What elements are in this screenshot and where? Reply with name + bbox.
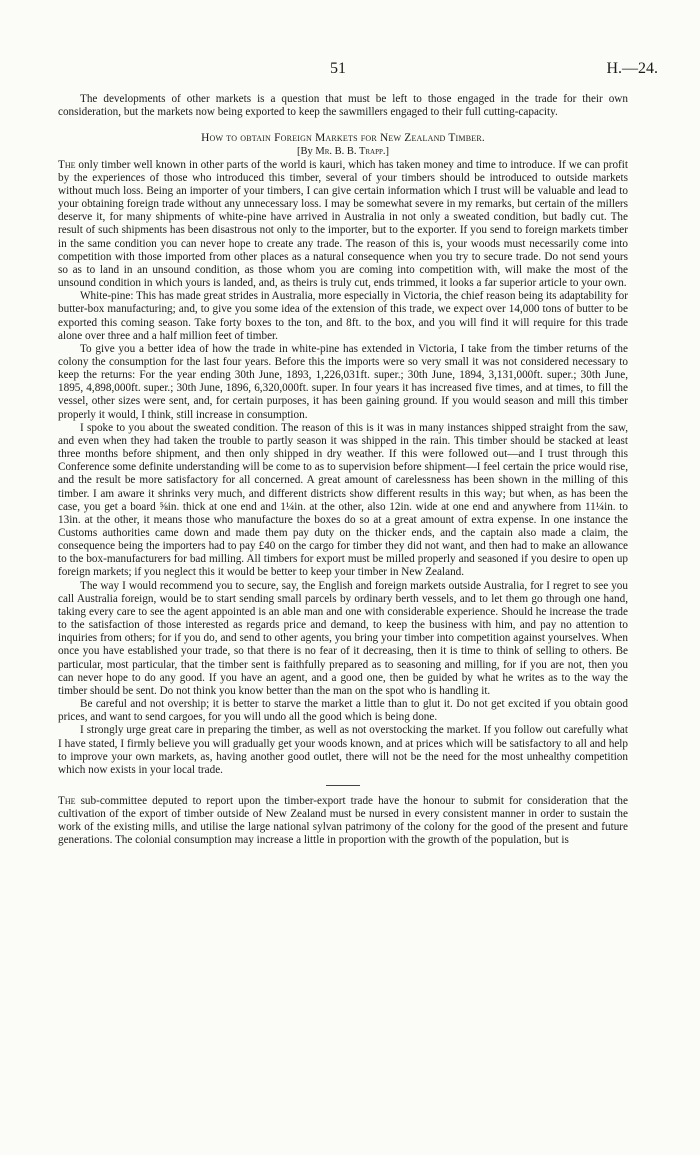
- intro-paragraph: The developments of other markets is a question that must be left to those engaged in the trade for their own consideration, but the markets now being exported to keep the sawmillers engaged to their full cutting-capacity.: [58, 93, 628, 119]
- byline-suffix: .]: [382, 146, 389, 158]
- article-paragraph-5: The way I would recommend you to secure, say, the English and foreign markets outside Australia, for I regret to see you call Australia foreign, would be to start sending small parcels by ordinary berth vessels, and to let them go through one hand, taking every care to see the agent appointed is an able man and one with considerable experience. Should he increase the trade to the satisfaction of those interested as regards price and demand, to keep the business with him, and pay no attention to inquiries from others; for if you do, and send to other agents, you bring your timber into competition against yourselves. When once you have established your trade, so that there is no fear of it decreasing, then it is time to think of selling to others. Be particular, most particular, that the timber sent is faithfully prepared as to seasoning and milling, for if you are not, then you can never hope to do any good. If you have an agent, and a good one, then be guided by what he writes as to the way the timber should be sent. Do not think you know better than the man on the spot who is handling it.: [58, 579, 628, 697]
- paragraph-lead-word: The: [58, 794, 76, 807]
- paragraph-lead-word: The: [58, 158, 76, 171]
- section-divider: [326, 785, 360, 786]
- article-paragraph-2: White-pine: This has made great strides in Australia, more especially in Victoria, the chief reason being its adaptability for butter-box manufacturing; and, to give you some idea of the extension of this trade, we expect over 14,000 tons of butter to be exported this coming season. Take forty boxes to the ton, and 8ft. to the box, and you will find it will require for this trade alone over three and a half million feet of timber.: [58, 290, 628, 342]
- article-paragraph-3: To give you a better idea of how the trade in white-pine has extended in Victoria, I take from the timber returns of the colony the consumption for the last four years. Before this the imports were so very small it was not considered necessary to keep the returns: For the year ending 30th June, 1893, 1,226,031ft. super.; 30th June, 1894, 3,131,000ft. super.; 30th June, 1895, 4,898,000ft. super.; 30th June, 1896, 6,320,000ft. super. In four years it has increased five times, and at times, to fill the vessel, other sizes were sent, and, for certain purposes, it has been gaining ground. If you would season and mill this timber properly it would, I think, still increase in consumption.: [58, 342, 628, 421]
- paragraph-text: only timber well known in other parts of the world is kauri, which has taken money and time to introduce. If we can profit by the experiences of those who introduced this timber, several of your timbers should be introduced to outside markets without much loss. Being an importer of your timbers, I can give certain information which I trust will be valuable and lead to your obtaining foreign trade without any unnecessary loss. I may be somewhat severe in my remarks, but certain of the millers deserve it, for many shipments of white-pine have arrived in Australia in not only a sweated condition, but badly cut. The result of such shipments has been disastrous not only to the importer, but to the exporter. If you send to foreign markets timber in the same condition you can never hope to create any trade. The reason of this is, your woods must necessarily come into competition with those imported from other places as a natural consequence when you try to secure trade. Do not send yours so as to land in an unsound condition, as those whom you are coming into competition with, will make the most of the unsound condition in which yours is landed, and, as theirs is truly cut, ends trimmed, it looks a far superior article to your own.: [58, 158, 628, 290]
- spacer: [58, 119, 628, 132]
- body-text: [58, 93, 628, 848]
- article-paragraph-7: I strongly urge great care in preparing the timber, as well as not overstocking the market. If you follow out carefully what I have stated, I firmly believe you will gradually get your woods known, and at prices which will be satisfactory to all and help to improve your own markets, as, having another good outlet, there will not be the need for the most unhealthy competition which now exists in your local trade.: [58, 724, 628, 776]
- page-reference: H.—24.: [606, 60, 658, 77]
- article-paragraph-6: Be careful and not overship; it is better to starve the market a little than to glut it. Do not get excited if you obtain good prices, and want to send cargoes, for you will undo all the good which is being done.: [58, 698, 628, 724]
- section-title: How to obtain Foreign Markets for New Zealand Timber.: [201, 132, 485, 145]
- article-paragraph-1: [58, 159, 628, 291]
- final-paragraph: [58, 795, 628, 848]
- byline: [58, 145, 628, 158]
- article-paragraph-4: I spoke to you about the sweated condition. The reason of this is it was in many instances shipped straight from the saw, and even when they had taken the trouble to partly season it was shipped in the rain. This timber should be stacked at least three months before shipment, and then only shipped in dry weather. If this were followed out—and I trust through this Conference some definite understanding will be come to as to supervision before shipment—I feel certain the price would rise, and the result be more satisfactory for all concerned. A great amount of carelessness has been shown in the milling of this timber. I am aware it shrinks very much, and different districts show different results in this way; but when, as has been the case, you get a board ⅝in. thick at one end and 1¼in. at the other, also 12in. wide at one end and anywhere from 11¼in. to 13in. at the other, it means those who manufacture the boxes do so at a great amount of extra expense. In one instance the Customs authorities came down and made them pay duty on the thicker ends, and the captain also made a claim, the consequence being the importers had to pay £40 on the cargo for timber they did not want, and then had to make an allowance to the box-manufacturers for bad milling. All timbers for export must be milled properly and seasoned if you desire to open up foreign markets; if you neglect this it would be better to keep your timber in New Zealand.: [58, 421, 628, 579]
- page-number: 51: [330, 60, 346, 77]
- page-header: [0, 60, 700, 84]
- byline-author: Mr. B. B. Trapp: [315, 146, 383, 158]
- paragraph-text: sub-committee deputed to report upon the timber-export trade have the honour to submit for consideration that the cultivation of the export of timber outside of New Zealand must be nursed in every consistent manner in order to sustain the work of the existing mills, and utilise the large national sylvan patrimony of the colony for the good of the present and future generations. The colonial consumption may increase a little in proportion with the growth of the population, but is: [58, 794, 628, 847]
- byline-prefix: [By: [297, 146, 316, 158]
